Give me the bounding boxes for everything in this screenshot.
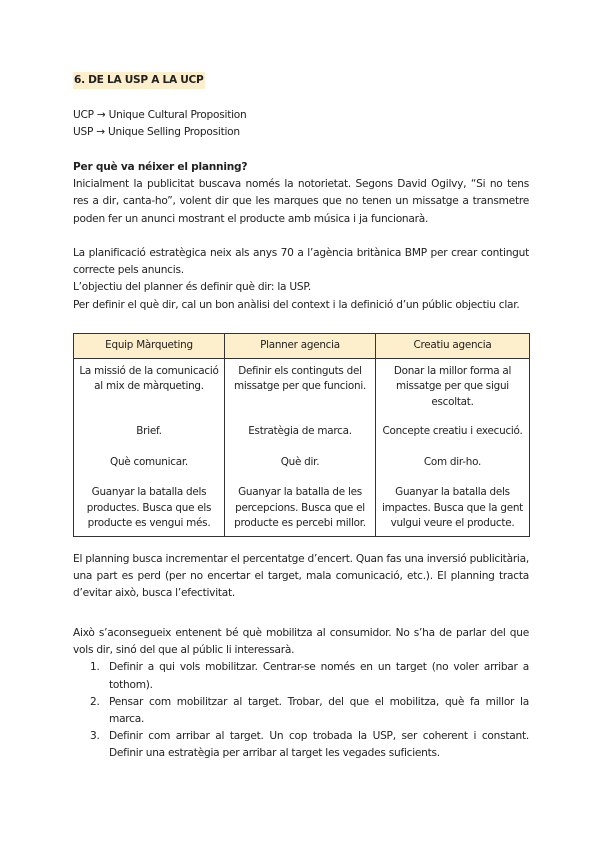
table-row: [74, 359, 530, 537]
header-marketing-team: Equip Màrqueting: [74, 334, 225, 359]
list-number: 3.: [90, 730, 100, 743]
table-cell-marketing: [74, 359, 225, 537]
subheading-planning: Per què va néixer el planning?: [73, 161, 248, 173]
cell-battle: Guanyar la batalla dels productes. Busca que els producte es vengui més.: [86, 486, 212, 529]
paragraph-define-what: Per definir el què dir, cal un bon anàlisi del context i la definició d’un públic objectiu clar.: [73, 298, 520, 311]
definition-usp: USP → Unique Selling Proposition: [73, 126, 240, 139]
roles-table: [73, 333, 530, 537]
header-agency-planner: Planner agencia: [225, 334, 376, 359]
cell-deliverable: Estratègia de marca.: [248, 425, 352, 437]
paragraph-planner-goal: L’objectiu del planner és definir què dir: la USP.: [73, 281, 312, 294]
cell-mission: Definir els continguts del missatge per que funcioni.: [233, 365, 367, 393]
cell-question: Com dir-ho.: [423, 455, 482, 468]
paragraph-effectiveness: El planning busca incrementar el percentatge d’encert. Quan fas una inversió publicitària, una part es perd (per no encertar el target, mala comunicació, etc.). El planning tracta d’evitar això, busca l’efectivitat.: [73, 553, 529, 600]
table-header-row: [74, 334, 530, 359]
cell-battle: Guanyar la batalla dels impactes. Busca que la gent vulgui veure el producte.: [381, 486, 523, 529]
paragraph-bmp: La planificació estratègica neix als anys 70 a l’agència britànica BMP per crear contingut correcte pels anuncis.: [73, 247, 529, 277]
list-number: 2.: [90, 695, 100, 708]
steps-list: [73, 659, 529, 762]
cell-deliverable: Concepte creatiu i execució.: [382, 425, 523, 437]
list-text: Pensar com mobilitzar al target. Trobar, del que el mobilitza, què fa millor la marca.: [109, 695, 529, 726]
list-text: Definir a qui vols mobilitzar. Centrar-se només en un target (no voler arribar a tothom).: [109, 661, 529, 691]
definition-ucp: UCP → Unique Cultural Proposition: [73, 109, 247, 121]
header-agency-creative: Creatiu agencia: [376, 334, 530, 359]
cell-mission: Donar la millor forma al missatge per que sigui escoltat.: [393, 365, 512, 408]
paragraph-mobilize: Això s’aconsegueix entenent bé què mobilitza al consumidor. No s’ha de parlar del que vols dir, sinó del que al públic li interessarà.: [73, 627, 529, 657]
definitions-list: [73, 107, 246, 141]
paragraph-ogilvy: Inicialment la publicitat buscava només la notorietat. Segons David Ogilvy, “Si no tens res a dir, canta-ho”, volent dir que les marques que no tenen un missatge a transmetre poden fer un anunci mostrant el producte amb música i ja funcionarà.: [73, 178, 529, 225]
list-item: [73, 694, 529, 728]
cell-question: Què comunicar.: [110, 455, 188, 468]
strategic-planning-section: [73, 245, 529, 314]
list-item: [73, 659, 529, 693]
cell-mission: La missió de la comunicació al mix de màrqueting.: [79, 365, 219, 393]
table-cell-creative: [376, 359, 530, 537]
planning-origin-section: [73, 159, 529, 228]
cell-deliverable: Brief.: [136, 425, 162, 437]
list-text: Definir com arribar al target. Un cop trobada la USP, ser coherent i constant. Definir una estratègia per arribar al target les vegades suficients.: [109, 730, 529, 760]
mobilize-section: [73, 625, 529, 763]
list-number: 1.: [90, 661, 100, 674]
cell-question: Què dir.: [280, 455, 320, 468]
table-cell-planner: [225, 359, 376, 537]
cell-battle: Guanyar la batalla de les percepcions. Busca que el producte es percebi millor.: [234, 486, 366, 529]
section-heading: 6. DE LA USP A LA UCP: [73, 72, 205, 89]
list-item: [73, 728, 529, 762]
effectiveness-section: [73, 551, 529, 603]
